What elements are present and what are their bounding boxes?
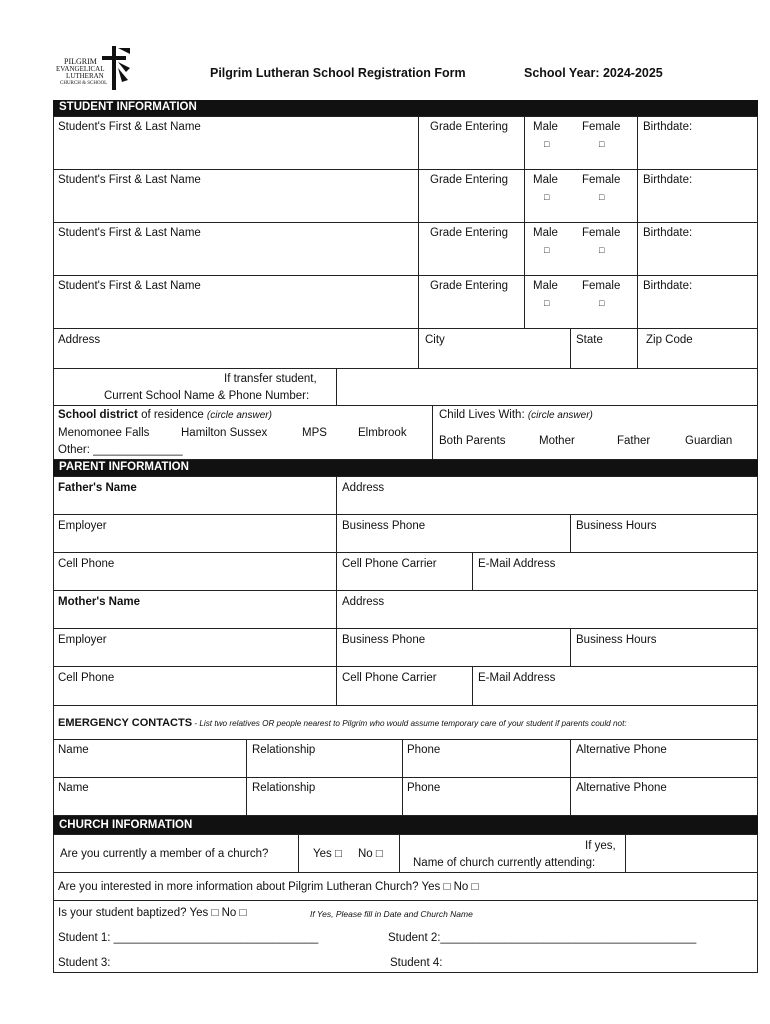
male-label-4: Male — [533, 280, 558, 292]
mother-business-phone-field[interactable]: Business Phone — [342, 634, 426, 646]
district-option-mps[interactable]: MPS — [302, 427, 327, 439]
birthdate-4[interactable]: Birthdate: — [643, 280, 693, 292]
city-field[interactable]: City — [425, 334, 445, 346]
district-option-elmbrook[interactable]: Elmbrook — [358, 427, 407, 439]
school-logo — [56, 44, 132, 92]
female-checkbox-3[interactable]: □ — [599, 245, 605, 255]
lives-with-guardian[interactable]: Guardian — [685, 435, 733, 447]
lives-with-text: Child Lives With: — [439, 409, 528, 421]
student-1-baptism-field[interactable]: Student 1: ________________________________ — [58, 932, 319, 944]
male-checkbox-4[interactable]: □ — [544, 298, 550, 308]
father-name-field[interactable]: Father's Name — [58, 482, 137, 494]
male-checkbox-3[interactable]: □ — [544, 245, 550, 255]
emergency-note: - List two relatives OR people nearest to Pilgrim who would assume temporary care of your student if parents could not: — [192, 719, 627, 728]
logo-line-4: CHURCH & SCHOOL — [60, 81, 108, 86]
district-other[interactable]: Other: ______________ — [58, 444, 183, 456]
district-circle-answer: (circle answer) — [206, 410, 272, 421]
lives-with-both[interactable]: Both Parents — [439, 435, 506, 447]
state-field[interactable]: State — [576, 334, 603, 346]
female-label-4: Female — [582, 280, 621, 292]
father-business-phone-field[interactable]: Business Phone — [342, 520, 426, 532]
church-name-input[interactable] — [627, 836, 756, 870]
father-address-field[interactable]: Address — [342, 482, 385, 494]
father-cell-field[interactable]: Cell Phone — [58, 558, 115, 570]
school-district-label — [58, 408, 272, 423]
church-member-question: Are you currently a member of a church? — [60, 848, 269, 860]
emergency-name-1[interactable]: Name — [58, 744, 89, 756]
logo-line-2: EVANGELICAL — [56, 65, 105, 73]
birthdate-3[interactable]: Birthdate: — [643, 227, 693, 239]
district-suffix: of residence — [137, 409, 207, 421]
mother-carrier-field[interactable]: Cell Phone Carrier — [342, 672, 437, 684]
emergency-name-2[interactable]: Name — [58, 782, 89, 794]
male-checkbox-1[interactable]: □ — [544, 139, 550, 149]
student-name-4[interactable]: Student's First & Last Name — [58, 280, 201, 292]
church-member-no[interactable]: No □ — [358, 848, 383, 860]
male-checkbox-2[interactable]: □ — [544, 192, 550, 202]
male-label-3: Male — [533, 227, 558, 239]
grade-entering-4[interactable]: Grade Entering — [430, 280, 508, 292]
student-2-baptism-field[interactable]: Student 2:________________________________________ — [388, 932, 697, 944]
zip-field[interactable]: Zip Code — [646, 334, 693, 346]
father-email-field[interactable]: E-Mail Address — [478, 558, 556, 570]
father-carrier-field[interactable]: Cell Phone Carrier — [342, 558, 437, 570]
mother-name-field[interactable]: Mother's Name — [58, 596, 140, 608]
student-4-baptism-field[interactable]: Student 4: — [390, 957, 443, 969]
female-checkbox-1[interactable]: □ — [599, 139, 605, 149]
lives-with-circle-answer: (circle answer) — [527, 410, 593, 421]
emergency-alt-phone-1[interactable]: Alternative Phone — [576, 744, 667, 756]
mother-employer-field[interactable]: Employer — [58, 634, 107, 646]
emergency-contacts-title — [58, 716, 627, 731]
female-label-3: Female — [582, 227, 621, 239]
emergency-relationship-2[interactable]: Relationship — [252, 782, 316, 794]
baptized-question[interactable]: Is your student baptized? Yes □ No □ — [58, 907, 247, 919]
transfer-school-input[interactable] — [338, 370, 756, 404]
birthdate-1[interactable]: Birthdate: — [643, 121, 693, 133]
grade-entering-3[interactable]: Grade Entering — [430, 227, 508, 239]
school-year: School Year: 2024-2025 — [524, 66, 663, 80]
emergency-phone-2[interactable]: Phone — [407, 782, 441, 794]
lives-with-mother[interactable]: Mother — [539, 435, 575, 447]
student-info-header: STUDENT INFORMATION — [53, 100, 758, 116]
transfer-label-line1: If transfer student, — [224, 373, 317, 385]
lives-with-father[interactable]: Father — [617, 435, 651, 447]
baptized-note: If Yes, Please fill in Date and Church Name — [310, 909, 473, 919]
church-interest-question[interactable]: Are you interested in more information about Pilgrim Lutheran Church? Yes □ No □ — [58, 881, 479, 893]
grade-entering-1[interactable]: Grade Entering — [430, 121, 508, 133]
male-label-1: Male — [533, 121, 558, 133]
male-label-2: Male — [533, 174, 558, 186]
grade-entering-2[interactable]: Grade Entering — [430, 174, 508, 186]
district-option-hamilton[interactable]: Hamilton Sussex — [181, 427, 268, 439]
lives-with-label — [439, 408, 593, 423]
district-option-menomonee[interactable]: Menomonee Falls — [58, 427, 150, 439]
mother-address-field[interactable]: Address — [342, 596, 385, 608]
father-employer-field[interactable]: Employer — [58, 520, 107, 532]
church-member-yes[interactable]: Yes □ — [313, 848, 342, 860]
transfer-label-line2: Current School Name & Phone Number: — [104, 390, 310, 402]
student-table — [53, 116, 758, 369]
emergency-phone-1[interactable]: Phone — [407, 744, 441, 756]
student-3-baptism-field[interactable]: Student 3: — [58, 957, 111, 969]
form-title: Pilgrim Lutheran School Registration Form — [210, 66, 466, 80]
student-name-2[interactable]: Student's First & Last Name — [58, 174, 201, 186]
birthdate-2[interactable]: Birthdate: — [643, 174, 693, 186]
student-name-3[interactable]: Student's First & Last Name — [58, 227, 201, 239]
church-if-yes: If yes, — [585, 840, 616, 852]
mother-business-hours-field[interactable]: Business Hours — [576, 634, 657, 646]
parent-info-header: PARENT INFORMATION — [53, 460, 758, 476]
mother-email-field[interactable]: E-Mail Address — [478, 672, 556, 684]
female-label-1: Female — [582, 121, 621, 133]
church-info-header: CHURCH INFORMATION — [53, 816, 758, 834]
student-name-1[interactable]: Student's First & Last Name — [58, 121, 201, 133]
district-bold-label: School district — [58, 409, 138, 421]
logo-line-1: PILGRIM — [64, 57, 97, 66]
female-checkbox-2[interactable]: □ — [599, 192, 605, 202]
female-label-2: Female — [582, 174, 621, 186]
mother-cell-field[interactable]: Cell Phone — [58, 672, 115, 684]
father-business-hours-field[interactable]: Business Hours — [576, 520, 657, 532]
female-checkbox-4[interactable]: □ — [599, 298, 605, 308]
logo-line-3: LUTHERAN — [66, 72, 104, 80]
address-field[interactable]: Address — [58, 334, 101, 346]
emergency-relationship-1[interactable]: Relationship — [252, 744, 316, 756]
emergency-title-bold: EMERGENCY CONTACTS — [58, 717, 193, 729]
emergency-alt-phone-2[interactable]: Alternative Phone — [576, 782, 667, 794]
church-name-label: Name of church currently attending: — [413, 857, 596, 869]
